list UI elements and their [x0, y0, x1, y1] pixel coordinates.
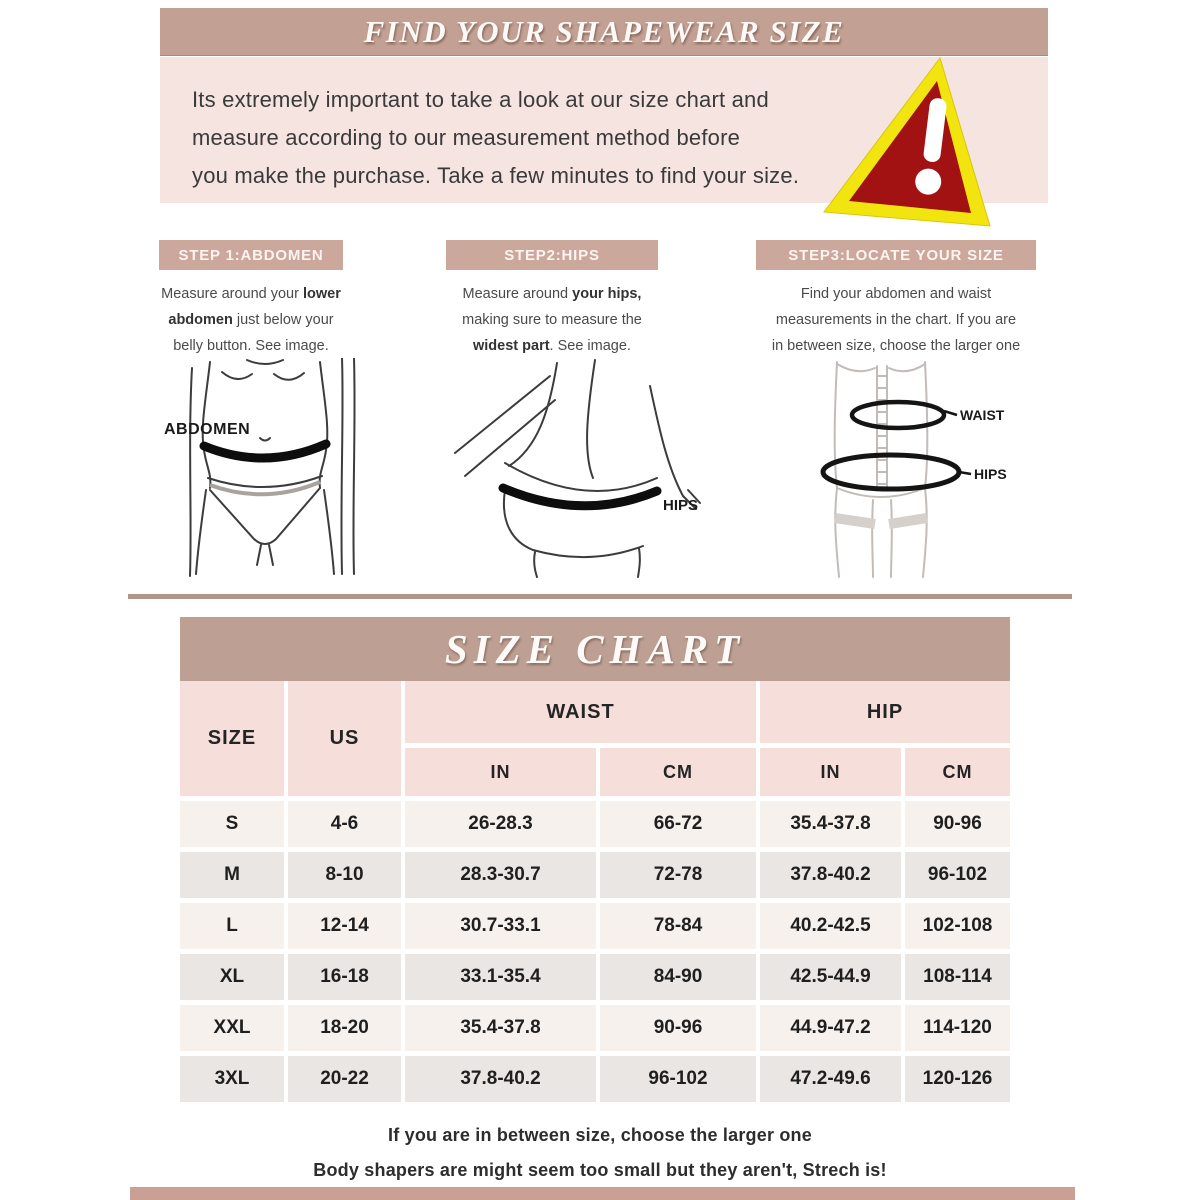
- size-chart-cell-size-XL: XL: [180, 954, 284, 1000]
- size-chart-cell-waist_in-XXL: 35.4-37.8: [405, 1005, 596, 1051]
- abdomen-label: ABDOMEN: [164, 421, 251, 438]
- column-header-hip: HIP: [760, 681, 1010, 743]
- intro-line: you make the purchase. Take a few minutes to find your size.: [192, 163, 800, 188]
- column-header-hip-in: IN: [760, 748, 901, 796]
- size-chart-title: SIZE CHART: [444, 626, 746, 672]
- size-chart-cell-hip_in-3XL: 47.2-49.6: [760, 1056, 901, 1102]
- size-chart-cell-size-3XL: 3XL: [180, 1056, 284, 1102]
- abdomen-measure-illustration: [162, 358, 362, 578]
- step-desc-line: Measure around your hips,: [462, 286, 642, 302]
- size-chart-cell-waist_cm-XXL: 90-96: [600, 1005, 756, 1051]
- size-chart-cell-us-S: 4-6: [288, 801, 401, 847]
- size-chart-cell-us-L: 12-14: [288, 903, 401, 949]
- size-chart-cell-hip_cm-XXL: 114-120: [905, 1005, 1010, 1051]
- column-header-us: US: [288, 681, 401, 796]
- page-title: FIND YOUR SHAPEWEAR SIZE: [363, 13, 845, 49]
- size-chart-cell-waist_in-L: 30.7-33.1: [405, 903, 596, 949]
- size-chart-cell-waist_cm-M: 72-78: [600, 852, 756, 898]
- size-chart-band: [180, 617, 1010, 681]
- bottom-band: [130, 1187, 1075, 1200]
- size-chart-cell-size-L: L: [180, 903, 284, 949]
- size-chart-cell-waist_in-M: 28.3-30.7: [405, 852, 596, 898]
- size-chart-cell-hip_cm-3XL: 120-126: [905, 1056, 1010, 1102]
- column-header-size: SIZE: [180, 681, 284, 796]
- size-chart-cell-size-S: S: [180, 801, 284, 847]
- locate-hips-label: HIPS: [974, 466, 1007, 482]
- size-chart-cell-hip_in-XXL: 44.9-47.2: [760, 1005, 901, 1051]
- size-chart-cell-waist_in-3XL: 37.8-40.2: [405, 1056, 596, 1102]
- header-band: [160, 8, 1048, 56]
- step-desc-line: widest part. See image.: [473, 338, 631, 354]
- size-chart-cell-waist_cm-XL: 84-90: [600, 954, 756, 1000]
- column-header-waist-cm: CM: [600, 748, 756, 796]
- hips-measure-illustration: [445, 358, 710, 578]
- size-chart-cell-size-M: M: [180, 852, 284, 898]
- size-chart-cell-hip_cm-M: 96-102: [905, 852, 1010, 898]
- intro-line: measure according to our measurement method before: [192, 125, 741, 150]
- step-desc-line: Find your abdomen and waist: [800, 286, 992, 302]
- step-1-description: [161, 281, 341, 359]
- size-chart-cell-waist_cm-L: 78-84: [600, 903, 756, 949]
- step-3-locate-size: [752, 240, 1040, 359]
- step-desc-line: Measure around your lower: [161, 286, 341, 302]
- step-desc-line: belly button. See image.: [173, 338, 329, 354]
- step-3-heading: STEP3:LOCATE YOUR SIZE: [756, 240, 1036, 270]
- intro-text: [192, 81, 799, 195]
- locate-waist-label: WAIST: [960, 407, 1005, 423]
- step-2-description: [462, 281, 642, 359]
- step-1-heading: STEP 1:ABDOMEN: [159, 240, 343, 270]
- size-chart-cell-hip_in-L: 40.2-42.5: [760, 903, 901, 949]
- size-chart-cell-waist_cm-S: 66-72: [600, 801, 756, 847]
- step-desc-line: abdomen just below your: [168, 312, 334, 328]
- column-header-hip-cm: CM: [905, 748, 1010, 796]
- size-chart-cell-hip_in-S: 35.4-37.8: [760, 801, 901, 847]
- size-chart-cell-hip_cm-L: 102-108: [905, 903, 1010, 949]
- size-chart-cell-hip_cm-XL: 108-114: [905, 954, 1010, 1000]
- step-desc-line: measurements in the chart. If you are: [775, 312, 1017, 328]
- step-3-description: [772, 281, 1020, 359]
- locate-size-illustration: [795, 358, 1050, 578]
- step-2-heading: STEP2:HIPS: [446, 240, 658, 270]
- size-chart-table: [180, 681, 1010, 1102]
- size-chart-cell-hip_cm-S: 90-96: [905, 801, 1010, 847]
- step-desc-line: making sure to measure the: [462, 312, 642, 328]
- step-1-abdomen: [156, 240, 346, 359]
- column-header-waist-in: IN: [405, 748, 596, 796]
- step-desc-line: in between size, choose the larger one: [771, 338, 1021, 354]
- hips-label: HIPS: [663, 497, 699, 514]
- section-divider: [128, 594, 1072, 599]
- size-chart-cell-us-M: 8-10: [288, 852, 401, 898]
- size-chart-cell-waist_cm-3XL: 96-102: [600, 1056, 756, 1102]
- size-chart-cell-hip_in-XL: 42.5-44.9: [760, 954, 901, 1000]
- size-chart-cell-us-XXL: 18-20: [288, 1005, 401, 1051]
- note-stretch: Body shapers are might seem too small but they aren't, Strech is!: [313, 1160, 887, 1180]
- step-2-hips: [442, 240, 662, 359]
- note-between-sizes: If you are in between size, choose the larger one: [388, 1125, 812, 1145]
- size-chart-cell-us-3XL: 20-22: [288, 1056, 401, 1102]
- column-header-waist: WAIST: [405, 681, 756, 743]
- intro-line: Its extremely important to take a look at our size chart and: [192, 87, 769, 112]
- size-chart-cell-us-XL: 16-18: [288, 954, 401, 1000]
- size-chart-cell-hip_in-M: 37.8-40.2: [760, 852, 901, 898]
- size-chart-cell-size-XXL: XXL: [180, 1005, 284, 1051]
- size-chart-cell-waist_in-XL: 33.1-35.4: [405, 954, 596, 1000]
- size-chart-cell-waist_in-S: 26-28.3: [405, 801, 596, 847]
- warning-icon: [818, 56, 1006, 228]
